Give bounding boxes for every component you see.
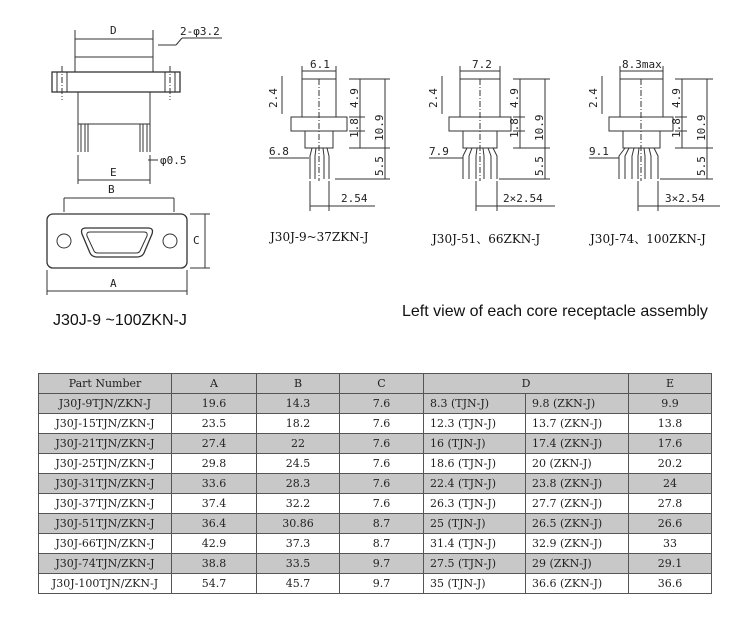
side2-pitch: 2×2.54: [503, 192, 543, 205]
table-row: [39, 574, 712, 594]
side1-dim-left: 2.4: [267, 88, 280, 108]
cell-c: 7.6: [340, 394, 424, 414]
dim-b-label: B: [108, 183, 115, 196]
side1-dim-49: 4.9: [348, 88, 361, 108]
cell-e: 27.8: [629, 494, 712, 514]
cell-part: J30J-25TJN/ZKN-J: [39, 454, 172, 474]
side-view-1-label: J30J-9~37ZKN-J: [270, 230, 369, 244]
cell-part: J30J-51TJN/ZKN-J: [39, 514, 172, 534]
cell-b: 14.3: [257, 394, 340, 414]
cell-d-zkn: 26.5 (ZKN-J): [526, 514, 629, 534]
cell-e: 9.9: [629, 394, 712, 414]
cell-d-zkn: 23.8 (ZKN-J): [526, 474, 629, 494]
side1-pitch: 2.54: [341, 192, 368, 205]
cell-c: 7.6: [340, 454, 424, 474]
dim-e-label: E: [110, 166, 117, 179]
cell-d-zkn: 36.6 (ZKN-J): [526, 574, 629, 594]
cell-e: 33: [629, 534, 712, 554]
dim-d-label: D: [110, 24, 117, 37]
side-view-2-label: J30J-51、66ZKN-J: [432, 232, 541, 246]
cell-e: 26.6: [629, 514, 712, 534]
table-row: [39, 394, 712, 414]
cell-d-tjn: 27.5 (TJN-J): [424, 554, 526, 574]
cell-part: J30J-31TJN/ZKN-J: [39, 474, 172, 494]
cell-part: J30J-21TJN/ZKN-J: [39, 434, 172, 454]
cell-a: 23.5: [172, 414, 257, 434]
table-row: [39, 414, 712, 434]
cell-d-tjn: 25 (TJN-J): [424, 514, 526, 534]
header-d: D: [424, 374, 629, 394]
table-row: [39, 474, 712, 494]
table-row: [39, 554, 712, 574]
side3-dim-18: 1.8: [670, 118, 683, 138]
side1-width: 6.1: [310, 58, 330, 71]
cell-e: 17.6: [629, 434, 712, 454]
cell-c: 9.7: [340, 554, 424, 574]
cell-d-tjn: 35 (TJN-J): [424, 574, 526, 594]
cell-a: 33.6: [172, 474, 257, 494]
side3-pitch: 3×2.54: [665, 192, 705, 205]
cell-e: 24: [629, 474, 712, 494]
cell-b: 22: [257, 434, 340, 454]
cell-b: 37.3: [257, 534, 340, 554]
cell-c: 7.6: [340, 414, 424, 434]
side3-dim-55: 5.5: [695, 156, 708, 176]
cell-d-zkn: 20 (ZKN-J): [526, 454, 629, 474]
cell-part: J30J-74TJN/ZKN-J: [39, 554, 172, 574]
cell-d-tjn: 22.4 (TJN-J): [424, 474, 526, 494]
cell-a: 29.8: [172, 454, 257, 474]
side2-dim-55: 5.5: [533, 156, 546, 176]
side3-dim-109: 10.9: [695, 114, 708, 141]
header-a: A: [172, 374, 257, 394]
cell-d-zkn: 29 (ZKN-J): [526, 554, 629, 574]
cell-a: 19.6: [172, 394, 257, 414]
series-caption: J30J-9 ~100ZKN-J: [53, 312, 187, 329]
table-row: [39, 534, 712, 554]
cell-part: J30J-9TJN/ZKN-J: [39, 394, 172, 414]
side3-width: 8.3max: [622, 58, 662, 71]
cell-d-tjn: 12.3 (TJN-J): [424, 414, 526, 434]
dimensions-table: [38, 373, 712, 594]
cell-d-tjn: 16 (TJN-J): [424, 434, 526, 454]
cell-a: 42.9: [172, 534, 257, 554]
table-header-row: [39, 374, 712, 394]
side2-left-dim: 7.9: [429, 145, 449, 158]
left-view-caption: Left view of each core receptacle assembly: [402, 303, 708, 320]
side3-dim-left: 2.4: [587, 88, 600, 108]
table-row: [39, 514, 712, 534]
cell-c: 7.6: [340, 434, 424, 454]
side2-dim-109: 10.9: [533, 114, 546, 141]
side-view-3-label: J30J-74、100ZKN-J: [590, 232, 706, 246]
cell-part: J30J-100TJN/ZKN-J: [39, 574, 172, 594]
cell-part: J30J-15TJN/ZKN-J: [39, 414, 172, 434]
table-row: [39, 454, 712, 474]
side2-width: 7.2: [472, 58, 492, 71]
cell-b: 30.86: [257, 514, 340, 534]
cell-d-tjn: 31.4 (TJN-J): [424, 534, 526, 554]
cell-part: J30J-66TJN/ZKN-J: [39, 534, 172, 554]
cell-d-zkn: 9.8 (ZKN-J): [526, 394, 629, 414]
cell-b: 18.2: [257, 414, 340, 434]
cell-b: 32.2: [257, 494, 340, 514]
side3-left-dim: 9.1: [589, 145, 609, 158]
side2-dim-18: 1.8: [508, 118, 521, 138]
cell-d-tjn: 18.6 (TJN-J): [424, 454, 526, 474]
cell-e: 20.2: [629, 454, 712, 474]
side1-dim-109: 10.9: [373, 114, 386, 141]
side1-dim-55: 5.5: [373, 156, 386, 176]
side-view-1-drawing: [265, 56, 425, 246]
cell-a: 38.8: [172, 554, 257, 574]
cell-part: J30J-37TJN/ZKN-J: [39, 494, 172, 514]
cell-e: 36.6: [629, 574, 712, 594]
header-part-number: Part Number: [39, 374, 172, 394]
header-b: B: [257, 374, 340, 394]
side2-dim-left: 2.4: [427, 88, 440, 108]
header-e: E: [629, 374, 712, 394]
side1-left-dim: 6.8: [269, 145, 289, 158]
cell-e: 13.8: [629, 414, 712, 434]
cell-e: 29.1: [629, 554, 712, 574]
cell-d-tjn: 26.3 (TJN-J): [424, 494, 526, 514]
side3-dim-49: 4.9: [670, 88, 683, 108]
cell-b: 24.5: [257, 454, 340, 474]
cell-d-tjn: 8.3 (TJN-J): [424, 394, 526, 414]
cell-a: 54.7: [172, 574, 257, 594]
side1-dim-18: 1.8: [348, 118, 361, 138]
side2-dim-49: 4.9: [508, 88, 521, 108]
cell-c: 8.7: [340, 534, 424, 554]
cell-c: 8.7: [340, 514, 424, 534]
dim-c-label: C: [193, 234, 200, 247]
cell-c: 7.6: [340, 494, 424, 514]
cell-d-zkn: 27.7 (ZKN-J): [526, 494, 629, 514]
cell-a: 27.4: [172, 434, 257, 454]
cell-b: 28.3: [257, 474, 340, 494]
cell-d-zkn: 17.4 (ZKN-J): [526, 434, 629, 454]
cell-d-zkn: 32.9 (ZKN-J): [526, 534, 629, 554]
table-row: [39, 434, 712, 454]
dim-pin-label: φ0.5: [160, 154, 187, 167]
dim-hole-label: 2-φ3.2: [180, 25, 220, 38]
cell-a: 36.4: [172, 514, 257, 534]
side-view-2-drawing: [425, 56, 585, 246]
table-row: [39, 494, 712, 514]
cell-d-zkn: 13.7 (ZKN-J): [526, 414, 629, 434]
side-view-3-drawing: [585, 56, 745, 246]
header-c: C: [340, 374, 424, 394]
cell-b: 33.5: [257, 554, 340, 574]
dim-a-label: A: [110, 277, 117, 290]
cell-c: 7.6: [340, 474, 424, 494]
cell-b: 45.7: [257, 574, 340, 594]
cell-c: 9.7: [340, 574, 424, 594]
cell-a: 37.4: [172, 494, 257, 514]
